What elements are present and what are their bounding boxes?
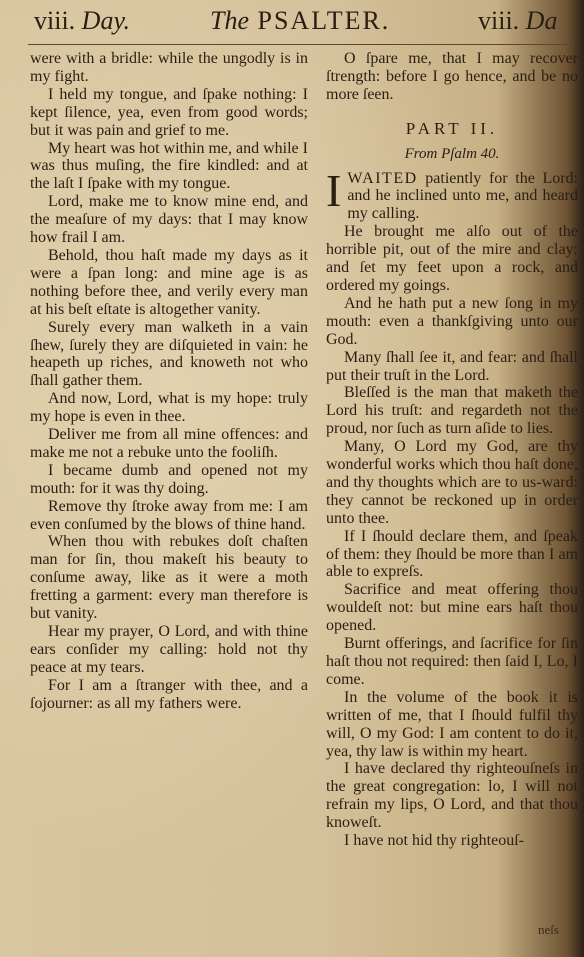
verse: Surely every man walketh in a vain ſhew, ſurely they are diſquieted in vain: he heapeth up riches, and knoweth not who ſhall gather them. — [30, 318, 308, 390]
verse: were with a bridle: while the ungodly is in my fight. — [30, 50, 308, 85]
right-column — [326, 50, 578, 850]
header-rule — [28, 44, 574, 45]
left-column — [30, 50, 308, 713]
verse: Lord, make me to know mine end, and the meaſure of my days: that I may know how frail I am. — [30, 193, 308, 247]
verse: I became dumb and opened not my mouth: for it was thy doing. — [30, 461, 308, 497]
header-title-text: PSALTER. — [257, 6, 391, 35]
verse: Burnt offerings, and ſacrifice for ſin haſt thou not required: then ſaid I, Lo, I come. — [326, 635, 578, 688]
header-day-number-left: viii. — [34, 6, 76, 35]
psalm-reference: From Pſalm 40. — [404, 145, 500, 162]
verse-intro: O ſpare me, that I may recover ſtrength: before I go hence, and be no more ſeen. — [326, 50, 578, 103]
first-verse-rest: patiently for the Lord: and he inclined unto me, and heard my calling. — [347, 169, 578, 223]
verse: If I ſhould declare them, and ſpeak of them: they ſhould be more than I am able to expreſs. — [326, 527, 578, 581]
verse: Behold, thou haſt made my days as it were a ſpan long: and mine age is as nothing before thee, and verily every man at his beſt eſtate is altogether vanity. — [30, 246, 308, 318]
header-day-label-left: Day. — [81, 6, 131, 35]
header-day-left — [34, 6, 130, 36]
verse: And he hath put a new ſong in my mouth: even a thankſgiving unto our God. — [326, 294, 578, 348]
verse: And now, Lord, what is my hope: truly my hope is even in thee. — [30, 390, 308, 426]
header-day-right — [478, 6, 557, 36]
verse: I have not hid thy righteouſ- — [344, 832, 524, 850]
header-title-article: The — [210, 6, 249, 35]
verse: I have declared thy righteouſneſs in the great congregation: lo, I will not refrain my lips, O Lord, and that thou knoweſt. — [326, 760, 578, 832]
verse: For I am a ſtranger with thee, and a ſojourner: as all my fathers were. — [30, 676, 308, 712]
first-verse-caps: WAITED — [347, 169, 418, 187]
verse: I held my tongue, and ſpake nothing: I kept ſilence, yea, even from good words; but it was pain and grief to me. — [30, 85, 308, 139]
catchword: neſs — [538, 922, 559, 937]
running-head — [0, 0, 584, 40]
part-heading: PART II. — [405, 118, 499, 138]
verse: He brought me alſo out of the horrible pit, out of the mire and clay: and ſet my feet upon a rock, and ordered my goings. — [326, 223, 578, 294]
verse: When thou with rebukes doſt chaſten man for ſin, thou makeſt his beauty to conſume away, like as it were a moth fretting a garment: every man therefore is but vanity. — [30, 533, 308, 623]
verse: Remove thy ſtroke away from me: I am even conſumed by the blows of thine hand. — [30, 497, 308, 533]
verse: Sacrifice and meat offering thou wouldeſt not: but mine ears haſt thou opened. — [326, 581, 578, 635]
header-day-number-right: viii. — [478, 6, 520, 35]
verse: Deliver me from all mine offences: and make me not a rebuke unto the fooliſh. — [30, 426, 308, 461]
verse: Many, O Lord my God, are thy wonderful works which thou haſt done, and thy thoughts which are to us-ward: they cannot be reckoned up in order unto thee. — [326, 438, 578, 527]
right-verses — [326, 223, 578, 850]
verse: Bleſſed is the man that maketh the Lord his truſt: and regardeth not the proud, nor ſuch as turn aſide to lies. — [326, 384, 578, 438]
verse: Hear my prayer, O Lord, and with thine ears conſider my calling: hold not thy peace at my tears. — [30, 623, 308, 676]
verse: My heart was hot within me, and while I was thus muſing, the fire kindled: and at the laſt I ſpake with my tongue. — [30, 139, 308, 193]
verse: Many ſhall ſee it, and fear: and ſhall put their truſt in the Lord. — [326, 348, 578, 384]
header-title — [210, 6, 390, 36]
drop-cap: I — [326, 164, 342, 216]
header-day-label-right: Da — [525, 6, 558, 35]
verse: In the volume of the book it is written of me, that I ſhould fulfil thy will, O my God: I am content to do it, yea, thy law is within my heart. — [326, 688, 578, 760]
first-verse — [326, 164, 578, 224]
